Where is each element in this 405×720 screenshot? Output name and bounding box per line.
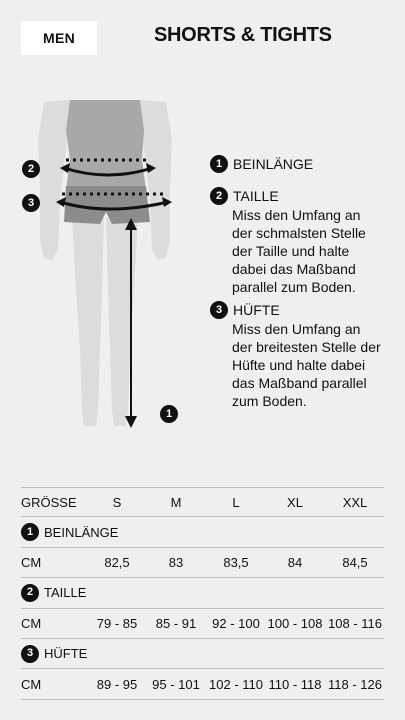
legend-description-line: der schmalsten Stelle xyxy=(232,225,366,241)
section-number-badge: 1 xyxy=(21,523,39,541)
hip-marker-badge: 3 xyxy=(22,194,40,212)
table-cell: 95 - 101 xyxy=(152,676,200,692)
table-cell: 92 - 100 xyxy=(212,615,260,631)
size-header-label: GRÖSSE xyxy=(21,494,77,510)
legend-inseam xyxy=(210,155,400,173)
legend-description-line: parallel zum Boden. xyxy=(232,279,356,295)
legend-description-line: der Taille und halte xyxy=(232,243,350,259)
size-column-header: XL xyxy=(287,494,303,510)
size-column-header: L xyxy=(232,494,240,510)
table-cell: 100 - 108 xyxy=(267,615,323,631)
unit-label: CM xyxy=(21,615,42,631)
table-row xyxy=(21,548,384,578)
section-header-row xyxy=(21,578,384,608)
table-cell: 89 - 95 xyxy=(96,676,138,692)
body-figure xyxy=(0,90,210,440)
table-cell: 82,5 xyxy=(104,554,130,570)
section-header-row xyxy=(21,517,384,547)
header xyxy=(0,0,405,70)
legend-description-line: zum Boden. xyxy=(232,393,307,409)
table-row xyxy=(21,669,384,699)
table-cell: 83 xyxy=(168,554,184,570)
section-title: BEINLÄNGE xyxy=(44,524,119,540)
legend-description-line: der breitesten Stelle der xyxy=(232,339,381,355)
section-header-row xyxy=(21,639,384,669)
legend-title: HÜFTE xyxy=(233,302,280,318)
table-cell: 84 xyxy=(287,554,303,570)
unit-label: CM xyxy=(21,676,42,692)
size-column-header: S xyxy=(112,494,122,510)
legend-description xyxy=(210,206,400,296)
table-cell: 102 - 110 xyxy=(209,676,263,692)
legend-description-line: das Maßband parallel xyxy=(232,375,367,391)
gender-tab-men[interactable]: MEN xyxy=(21,21,97,55)
section-title: TAILLE xyxy=(44,585,87,601)
size-column-header: XXL xyxy=(342,494,368,510)
table-cell: 118 - 126 xyxy=(328,676,382,692)
section-number-badge: 3 xyxy=(21,645,39,663)
legend-description-line: dabei das Maßband xyxy=(232,261,356,277)
size-table xyxy=(21,487,384,700)
legend-number-badge: 3 xyxy=(210,301,228,319)
table-cell: 110 - 118 xyxy=(268,676,322,692)
table-cell: 108 - 116 xyxy=(328,615,382,631)
legend-title: TAILLE xyxy=(233,188,279,204)
legend-description-line: Miss den Umfang an xyxy=(232,207,361,223)
table-cell: 85 - 91 xyxy=(155,615,197,631)
legend-waist xyxy=(210,187,400,296)
section-title: HÜFTE xyxy=(44,646,88,662)
waist-marker-badge: 2 xyxy=(22,160,40,178)
legend-title: BEINLÄNGE xyxy=(233,156,314,172)
table-row xyxy=(21,609,384,639)
table-cell: 84,5 xyxy=(342,554,368,570)
legend-description xyxy=(210,320,400,410)
legend-description-line: Miss den Umfang an xyxy=(232,321,361,337)
legend-number-badge: 1 xyxy=(210,155,228,173)
inseam-marker-badge: 1 xyxy=(160,405,178,423)
body-silhouette-illustration xyxy=(0,90,210,440)
table-cell: 79 - 85 xyxy=(96,615,138,631)
table-header-row xyxy=(21,487,384,517)
unit-label: CM xyxy=(21,554,42,570)
table-cell: 83,5 xyxy=(223,554,249,570)
page-title: SHORTS & TIGHTS xyxy=(154,24,332,46)
legend-description-line: Hüfte und halte dabei xyxy=(232,357,366,373)
size-column-header: M xyxy=(170,494,182,510)
section-number-badge: 2 xyxy=(21,584,39,602)
legend-hip xyxy=(210,301,400,410)
legend-number-badge: 2 xyxy=(210,187,228,205)
